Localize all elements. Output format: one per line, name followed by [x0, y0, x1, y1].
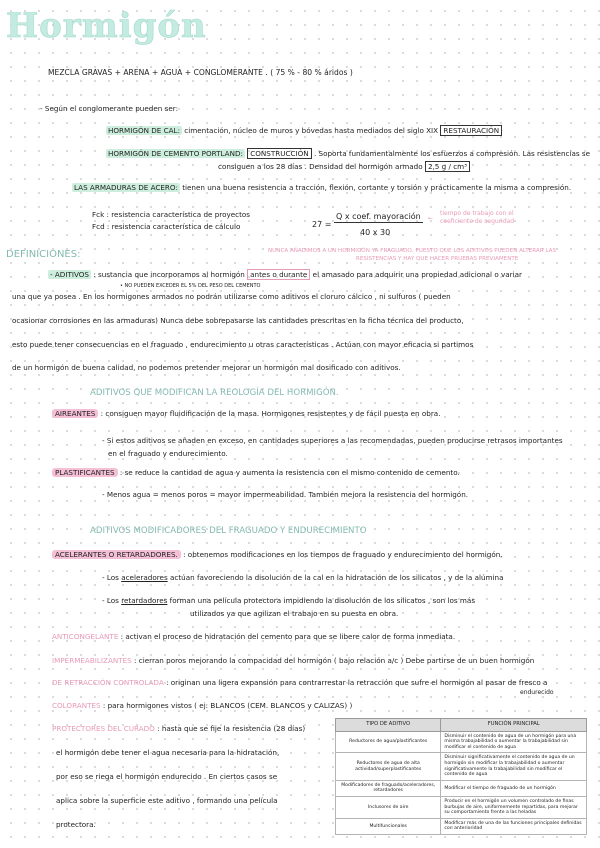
retardadores-bullet [102, 596, 475, 606]
table-cell: Producir en el hormigón un volumen controlado de finas burbujas de aire, uniformemente repartidas, para mejorar su comportamiento frente a las heladas [441, 796, 587, 818]
plastificantes-bullet1: - Menos agua = menos poros = mayor impermeabilidad. También mejora la resistencia del hormigón. [102, 490, 469, 499]
mezcla-line: MEZCLA GRAVAS + ARENA + AGUA + CONGLOMERANTE . ( 75 % - 80 % áridos ) [48, 68, 353, 77]
armaduras-line [72, 183, 571, 193]
cal-text: cimentación, núcleo de muros y bóvedas hasta mediados del siglo XIX [184, 126, 439, 135]
protectores-line1 [52, 724, 305, 734]
aditivos-line3: ocasionar corrosiones en las armaduras) Nunca debe sobrepasarse las cantidades prescritas en la ficha técnica del producto, [12, 316, 464, 325]
formula-denominator: 40 x 30 [360, 228, 391, 237]
impermeabilizantes-label: IMPERMEABILIZANTES [52, 656, 132, 665]
anticongelante-line [52, 632, 455, 642]
fcd-line: Fcd : resistencia característica de cálculo [92, 222, 241, 231]
aireantes-text: : consiguen mayor fluidificación de la masa. Hormigones resistentes y de fácil puesta en obra. [100, 409, 441, 418]
table-cell: Inclusores de aire [336, 796, 441, 818]
plastificantes-label: PLASTIFICANTES [52, 468, 118, 477]
impermeabilizantes-line [52, 656, 534, 666]
fck-line: Fck : resistencia característica de proyectos [92, 210, 251, 219]
aireantes-label: AIREANTES [52, 409, 98, 418]
anticongelante-text: : activan el proceso de hidratación del cemento para que se libere calor de forma inmediata. [120, 632, 456, 641]
impermeabilizantes-text: : cierran poros mejorando la compacidad del hormigón ( bajo relación a/c ) Debe partirse de un buen hormigón [134, 656, 535, 665]
acelerantes-line [52, 550, 503, 560]
cal-line [106, 126, 502, 136]
table-cell: Modificar más de una de las funciones principales definidas con anterioridad [441, 818, 587, 834]
armaduras-text: tienen una buena resistencia a tracción, flexión, cortante y torsión y prácticamente la misma a compresión. [182, 183, 572, 192]
fraguado-heading: ADITIVOS MODIFICADORES DEL FRAGUADO Y ENDURECIMIENTO [90, 526, 367, 536]
table-cell: Modificadores de fraguado/aceleradores, retardadores [336, 780, 441, 796]
table-cell: Reductores de agua de alta actividad/superplastificantes [336, 753, 441, 780]
aditivos-small-text: NO PUEDEN EXCEDER EL 5% DEL PESO DEL CEMENTO [124, 283, 261, 289]
aceleradores-bullet [102, 573, 504, 583]
plastificantes-line [52, 468, 460, 478]
reologia-heading: ADITIVOS QUE MODIFICAN LA REOLOGÍA DEL HORMIGÓN. [90, 388, 339, 398]
retardadores-bullet2: utilizados ya que agilizan el trabajo en su puesta en obra. [190, 609, 399, 618]
anticongelante-label: ANTICONGELANTE [52, 632, 119, 641]
aditivos-line2: una que ya posea . En los hormigones armados no podrán utilizarse como aditivos el cloruro cálcico , ni sulfuros ( pueden [12, 292, 451, 301]
aireantes-line [52, 409, 440, 419]
colorantes-line [52, 701, 352, 711]
definiciones-note2: RESISTENCIAS Y HAY QUE HACER PRUEBAS PREVIAMENTE [356, 256, 519, 262]
aditivos-label: - ADITIVOS [50, 270, 89, 279]
table-row [336, 731, 587, 753]
aditivos-line1 [48, 270, 522, 280]
acelerantes-text: : obtenemos modificaciones en los tiempos de fraguado y endurecimiento del hormigón. [183, 550, 503, 559]
retardadores-text: forman una película protectora impidiendo la disolución de los silicatos , son los más [169, 596, 476, 605]
colorantes-label: COLORANTES [52, 701, 101, 710]
table-cell: Disminuir significativamente el contenido de agua de un hormigón sin modificar la trabajabilidad o aumentar significativamente la trabajabilidad sin modificar el contenido de agua [441, 753, 587, 780]
aceleradores-term: aceleradores [121, 573, 168, 582]
formula-note1: tiempo de trabajo con el [440, 210, 514, 217]
retardadores-term: retardadores [121, 596, 168, 605]
page-title: Hormigón [6, 6, 207, 46]
table-header-row [336, 719, 587, 732]
formula-numerator: Q x coef. mayoración [336, 212, 421, 221]
aditivos-text1a: : sustancia que incorporamos al hormigón [93, 270, 245, 279]
aditivos-table [335, 718, 587, 835]
formula-note2: coeficiente de seguridad [440, 218, 515, 225]
protectores-line5: protectora. [56, 820, 96, 829]
table-row [336, 796, 587, 818]
protectores-label: PROTECTORES DEL CURADO [52, 724, 155, 733]
portland-line2 [218, 162, 470, 172]
formula-lhs: 27 = [312, 220, 332, 229]
definiciones-heading: DEFINICIONES: [6, 249, 81, 260]
table-header-funcion: FUNCIÓN PRINCIPAL [441, 719, 587, 732]
plastificantes-text: : se reduce la cantidad de agua y aumenta la resistencia con el mismo contenido de cemento. [119, 468, 460, 477]
formula-arrow: ← [428, 215, 434, 222]
segun-line: - Según el conglomerante pueden ser: [40, 104, 179, 113]
table-cell: Reductores de agua/plastificantes [336, 731, 441, 753]
aditivos-line4: esto puede tener consecuencias en el fraguado , endurecimiento u otras características . Actúan con mayor eficacia si partimos [12, 340, 474, 349]
portland-text: . Soporta fundamentalmente los esfuerzos a compresión. Las resistencias se [313, 149, 591, 158]
table-cell: Disminuir el contenido de agua de un hormigón para una misma trabajabilidad o aumentar la trabajabilidad sin modificar el contenido de agua [441, 731, 587, 753]
cal-label: HORMIGÓN DE CAL: [108, 126, 180, 135]
retraccion-text: : originan una ligera expansión para contrarrestar la retracción que sufre el hormigón al pasar de fresco a [166, 678, 548, 687]
definiciones-note1: NUNCA AÑADIMOS A UN HORMIGÓN YA FRAGUADO, PUESTO QUE LOS ADITIVOS PUEDEN ALTERAR LAS [268, 248, 556, 254]
acelerantes-label: ACELERANTES O RETARDADORES. [52, 550, 181, 559]
protectores-line4: aplica sobre la superficie este aditivo , formando una película [56, 796, 278, 805]
protectores-text1: : hasta que se fije la resistencia (28 días) [157, 724, 306, 733]
aceleradores-prefix: - Los [102, 573, 119, 582]
armaduras-label: LAS ARMADURAS DE ACERO: [74, 183, 178, 192]
aditivos-text1b: el amasado para adquirir una propiedad adicional o variar [312, 270, 522, 279]
table-cell: Modificar el tiempo de fraguado de un hormigón [441, 780, 587, 796]
table-row [336, 753, 587, 780]
table-row [336, 818, 587, 834]
portland-text2: consiguen a los 28 días . Densidad del hormigón armado [218, 162, 423, 171]
retraccion-label: DE RETRACCIÓN CONTROLADA [52, 678, 164, 687]
portland-label: HORMIGÓN DE CEMENTO PORTLAND: [108, 149, 243, 158]
aditivos-small-note: • NO PUEDEN EXCEDER EL 5% DEL PESO DEL CEMENTO [120, 283, 261, 289]
protectores-line3: por eso se riega el hormigón endurecido . En ciertos casos se [56, 772, 278, 781]
aireantes-bullet2: en el fraguado y endurecimiento. [108, 449, 228, 458]
colorantes-text: : para hormigones vistos ( ej: BLANCOS (CEM. BLANCOS y CALIZAS) ) [102, 701, 353, 710]
retraccion-line [52, 678, 547, 688]
density-box: 2,5 g / cm³ [425, 161, 470, 172]
portland-line [106, 149, 590, 159]
portland-box: CONSTRUCCIÓN [247, 148, 311, 159]
retardadores-prefix: - Los [102, 596, 119, 605]
aireantes-bullet1: - Si estos aditivos se añaden en exceso, en cantidades superiores a las recomendadas, pueden producirse retrasos importantes [102, 436, 563, 445]
table-cell: Multifuncionales [336, 818, 441, 834]
aditivos-line5: de un hormigón de buena calidad, no podemos pretender mejorar un hormigón mal dosificado con aditivos. [12, 363, 401, 372]
table-header-tipo: TIPO DE ADITIVO [336, 719, 441, 732]
protectores-line2: el hormigón debe tener el agua necesaria para la hidratación, [56, 748, 280, 757]
aditivos-box: antes o durante [247, 269, 310, 280]
aceleradores-text: actúan favoreciendo la disolución de la cal en la hidratación de los silicatos , y de la alúmina [169, 573, 504, 582]
retraccion-end: endurecido [520, 689, 554, 696]
table-row [336, 780, 587, 796]
cal-box: RESTAURACIÓN [440, 125, 502, 136]
